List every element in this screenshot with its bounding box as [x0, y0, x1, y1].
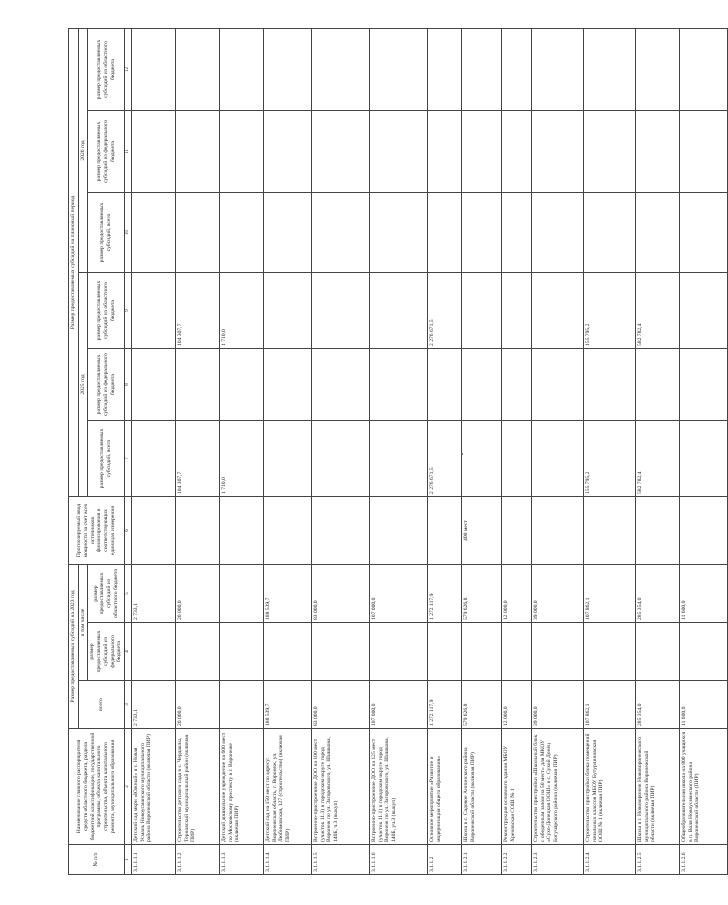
- cell-empty: [679, 349, 727, 421]
- cell-num: 3.1.1.2.6: [679, 845, 727, 875]
- cell-t25: [311, 421, 369, 497]
- cell-empty: [583, 29, 635, 111]
- cell-num: 3.1.1.2.5: [635, 845, 679, 875]
- cell-cap: [531, 497, 583, 565]
- table-row: [219, 29, 263, 875]
- cell-empty: [635, 349, 679, 421]
- cell-empty: [427, 29, 461, 111]
- cell-cap: [263, 497, 311, 565]
- cell-empty: [461, 623, 501, 681]
- cell-empty: [219, 193, 263, 273]
- cell-num: 3.1.1.1.6: [369, 845, 427, 875]
- header-fed-2025: размер предоставляемых субсидий из федерального бюджета: [88, 349, 125, 421]
- cell-cap: [369, 497, 427, 565]
- table-row: [263, 29, 311, 875]
- cell-num: 3.1.1.1.3: [219, 845, 263, 875]
- header-total-2026: размер предоставляемых субсидий, всего: [88, 193, 125, 273]
- cell-num: 3.1.1.2.4: [583, 845, 635, 875]
- col-num: 4: [124, 623, 131, 681]
- cell-empty: [531, 349, 583, 421]
- cell-empty: [263, 349, 311, 421]
- cell-total: 285 354,0: [635, 681, 679, 729]
- cell-empty: [679, 623, 727, 681]
- cell-empty: [531, 623, 583, 681]
- cell-t25: [263, 421, 311, 497]
- cell-name: Детский сад на 150 мест по адресу: Воронежская область, г. Воронеж, ул. Любимовская, 127 (строительство) (включая ПИР): [263, 729, 311, 845]
- cell-empty: [263, 29, 311, 111]
- cell-empty: [219, 29, 263, 111]
- cell-empty: [369, 193, 427, 273]
- header-reg-2026: размер предоставляемых субсидий из областного бюджета: [88, 29, 125, 111]
- header-planned: Размер предоставляемых субсидий на плановый период: [69, 29, 79, 497]
- cell-total: 1 272 117,9: [427, 681, 461, 729]
- table-row: [311, 29, 369, 875]
- cell-empty: [311, 349, 369, 421]
- cell-total: 579 626,8: [461, 681, 501, 729]
- cell-empty: [219, 111, 263, 193]
- table-row: [131, 29, 175, 875]
- cell-empty: [369, 111, 427, 193]
- cell-t25: 1 710,0: [219, 421, 263, 497]
- cell-empty: [311, 29, 369, 111]
- cell-r25: 2 276 671,5: [427, 273, 461, 349]
- cell-empty: [131, 29, 175, 111]
- header-2025: 2025 год: [78, 273, 88, 497]
- cell-empty: [427, 349, 461, 421]
- cell-num: 3.1.1.2.3: [531, 845, 583, 875]
- cell-empty: [175, 111, 219, 193]
- cell-total: 107 862,1: [583, 681, 635, 729]
- cell-empty: [583, 349, 635, 421]
- cell-empty: [369, 349, 427, 421]
- cell-empty: [501, 623, 531, 681]
- cell-empty: [635, 111, 679, 193]
- cell-empty: [311, 623, 369, 681]
- cell-empty: [263, 193, 311, 273]
- cell-empty: [635, 29, 679, 111]
- cell-empty: [583, 193, 635, 273]
- cell-empty: [583, 623, 635, 681]
- cell-t25: [501, 421, 531, 497]
- cell-empty: [311, 111, 369, 193]
- header-total-2025: размер предоставляемых субсидий, всего: [88, 421, 125, 497]
- col-num: 2: [124, 729, 131, 845]
- cell-t25: 104 307,7: [175, 421, 219, 497]
- cell-t25: 2 276 671,5: [427, 421, 461, 497]
- cell-t25: [131, 421, 175, 497]
- cell-empty: [219, 349, 263, 421]
- cell-total: [219, 681, 263, 729]
- cell-r25: 1 710,0: [219, 273, 263, 349]
- col-num: 7: [124, 421, 131, 497]
- table-row: [461, 29, 501, 875]
- cell-r25: [263, 273, 311, 349]
- cell-r25: [531, 273, 583, 349]
- cell-reg: [219, 565, 263, 623]
- col-num: 5: [124, 565, 131, 623]
- cell-name: Встроенно-пристроенное ДОО на 100 мест (участок 11.3) в городском округе город Воронеж по ул. Загоровского, ул. Шишкова, 140Б, ч.3 (выкуп): [311, 729, 369, 845]
- cell-total: 2 733,1: [131, 681, 175, 729]
- cell-r25: [369, 273, 427, 349]
- cell-cap: [501, 497, 531, 565]
- cell-empty: [461, 193, 501, 273]
- cell-empty: [427, 623, 461, 681]
- cell-empty: [175, 623, 219, 681]
- table-body: [131, 29, 727, 875]
- cell-empty: [461, 111, 501, 193]
- cell-num: 3.1.1.1.5: [311, 845, 369, 875]
- cell-cap: [131, 497, 175, 565]
- header-fed-2023: размер предоставляемых субсидий из федерального бюджета: [88, 623, 125, 681]
- cell-empty: [427, 111, 461, 193]
- cell-r25: [501, 273, 531, 349]
- cell-num: 3.1.1.2.1: [461, 845, 501, 875]
- col-num: 12: [124, 29, 131, 111]
- scan-speck: [461, 453, 463, 455]
- cell-empty: [583, 111, 635, 193]
- table-row: [635, 29, 679, 875]
- cell-empty: [369, 29, 427, 111]
- cell-empty: [461, 29, 501, 111]
- subsidies-table: [68, 28, 728, 875]
- cell-empty: [501, 193, 531, 273]
- col-num: 6: [124, 497, 131, 565]
- cell-name: Детский дошкольное учреждение на 600 мест по Московскому проспекту в г. Воронеже (включая ПИР): [219, 729, 263, 845]
- header-sub2023: Размер предоставляемых субсидий на 2023 год: [69, 565, 79, 729]
- cell-empty: [679, 111, 727, 193]
- cell-reg: 285 354,0: [635, 565, 679, 623]
- cell-name: Основное мероприятие «Развитие и модернизация общего образования»: [427, 729, 461, 845]
- cell-empty: [679, 29, 727, 111]
- cell-cap: 400 мест: [461, 497, 501, 565]
- cell-cap: [427, 497, 461, 565]
- header-fed-2026: размер предоставляемых субсидий из федерального бюджета: [88, 111, 125, 193]
- cell-name: Детский сад мкрн «Южный» в с. Новая Усмань Новоусманского муниципального района Воронежской области (включая ПИР): [131, 729, 175, 845]
- cell-reg: 11 600,0: [679, 565, 727, 623]
- cell-reg: 12 000,0: [501, 565, 531, 623]
- cell-empty: [263, 111, 311, 193]
- cell-empty: [369, 623, 427, 681]
- table-row: [175, 29, 219, 875]
- cell-name: Строительство пристройки блока помещений начальных классов МБОУ Бутурлиновская ООШ № 1 (включая ПИР): [583, 729, 635, 845]
- cell-empty: [263, 623, 311, 681]
- cell-total: 20 000,0: [175, 681, 219, 729]
- cell-total: 107 000,0: [369, 681, 427, 729]
- cell-reg: 39 000,0: [531, 565, 583, 623]
- cell-empty: [219, 623, 263, 681]
- cell-name: Строительство детского сада в с. Чердаклы, Терновский муниципальный район (включая ПИР): [175, 729, 219, 845]
- cell-reg: 1 272 117,9: [427, 565, 461, 623]
- cell-empty: [131, 111, 175, 193]
- cell-cap: [635, 497, 679, 565]
- col-num: 9: [124, 273, 131, 349]
- cell-empty: [427, 193, 461, 273]
- cell-total: 188 539,7: [263, 681, 311, 729]
- cell-r25: 104 307,7: [175, 273, 219, 349]
- cell-reg: 20 000,0: [175, 565, 219, 623]
- cell-r25: [311, 273, 369, 349]
- cell-t25: [369, 421, 427, 497]
- cell-empty: [131, 349, 175, 421]
- cell-total: 83 000,0: [311, 681, 369, 729]
- cell-name: Встроенно-пристроенное ДОО на 125 мест (участок 11.1) в городском округе город Воронеж по ул. Загоровского, ул. Шишкова, 140Б, уч.3 (выкуп): [369, 729, 427, 845]
- col-num: 3: [124, 681, 131, 729]
- cell-empty: [679, 193, 727, 273]
- header-2026: 2026 год: [78, 29, 88, 273]
- table-row: [501, 29, 531, 875]
- col-num: 10: [124, 193, 131, 273]
- table-header: [69, 29, 132, 875]
- header-reg-2025: размер предоставляемых субсидий из областного бюджета: [88, 273, 125, 349]
- cell-cap: [219, 497, 263, 565]
- cell-empty: [531, 193, 583, 273]
- cell-empty: [131, 623, 175, 681]
- cell-name: Общеобразовательная школа на 800 учащихся в п. Воля Новоусманского района Воронежской области (ПИР): [679, 729, 727, 845]
- cell-empty: [635, 193, 679, 273]
- column-numbers-row: [124, 29, 131, 875]
- cell-num: 3.1.1.2: [427, 845, 461, 875]
- cell-t25: 155 795,2: [583, 421, 635, 497]
- cell-cap: [583, 497, 635, 565]
- cell-name: Строительство пристройки «Школьный блок с обеденным залом на 50 мест» для МКОУ «Сухо-Донецкая ООШ» в с. Сухой Донец Богучарского района (включая ПИР): [531, 729, 583, 845]
- header-reg-2023: размер предоставляемых субсидий из областного бюджета: [88, 565, 125, 623]
- cell-name: Реконструкция основного здания МБОУ Хреновская СОШ № 1: [501, 729, 531, 845]
- table-row: [531, 29, 583, 875]
- col-num: 11: [124, 111, 131, 193]
- cell-empty: [175, 349, 219, 421]
- cell-name: Школа в г. Нововоронеж Нововоронежского муниципального района Воронежской области (включая ПИР): [635, 729, 679, 845]
- cell-total: 39 000,0: [531, 681, 583, 729]
- cell-num: 3.1.1.1.4: [263, 845, 311, 875]
- cell-r25: [679, 273, 727, 349]
- col-num: 1: [124, 845, 131, 875]
- cell-empty: [501, 29, 531, 111]
- header-num: № п/п: [69, 845, 125, 875]
- cell-reg: 2 733,1: [131, 565, 175, 623]
- cell-total: 11 600,0: [679, 681, 727, 729]
- cell-empty: [635, 623, 679, 681]
- cell-cap: [175, 497, 219, 565]
- cell-empty: [175, 29, 219, 111]
- cell-total: 12 000,0: [501, 681, 531, 729]
- cell-cap: [679, 497, 727, 565]
- cell-t25: [679, 421, 727, 497]
- cell-num: 3.1.1.1.2: [175, 845, 219, 875]
- cell-r25: 582 782,4: [635, 273, 679, 349]
- col-num: 8: [124, 349, 131, 421]
- cell-empty: [311, 193, 369, 273]
- cell-name: Школа в с. Садовое Аннинского района Воронежской области (включая ПИР): [461, 729, 501, 845]
- cell-empty: [531, 111, 583, 193]
- cell-num: 3.1.1.2.2: [501, 845, 531, 875]
- cell-reg: 107 862,1: [583, 565, 635, 623]
- cell-empty: [501, 349, 531, 421]
- cell-empty: [131, 193, 175, 273]
- header-total: всего: [78, 681, 124, 729]
- cell-empty: [175, 193, 219, 273]
- header-incl: в том числе: [78, 565, 88, 681]
- cell-empty: [501, 111, 531, 193]
- cell-reg: 579 626,8: [461, 565, 501, 623]
- cell-r25: [131, 273, 175, 349]
- table-row: [679, 29, 727, 875]
- cell-reg: 107 000,0: [369, 565, 427, 623]
- table-row: [369, 29, 427, 875]
- cell-t25: [531, 421, 583, 497]
- cell-t25: 582 782,4: [635, 421, 679, 497]
- table-row: [427, 29, 461, 875]
- cell-empty: [531, 29, 583, 111]
- cell-reg: 83 000,0: [311, 565, 369, 623]
- cell-r25: 155 795,2: [583, 273, 635, 349]
- cell-reg: 188 539,7: [263, 565, 311, 623]
- table-row: [583, 29, 635, 875]
- cell-num: 3.1.1.1.1: [131, 845, 175, 875]
- cell-cap: [311, 497, 369, 565]
- cell-empty: [461, 349, 501, 421]
- header-name: Наименование главного распорядителя средств областного бюджета, раздела бюджетной классификации, государственной программы, объекта капитального строительства, объекта капитального ремонта, муниципального образования: [69, 729, 125, 845]
- cell-t25: [461, 421, 501, 497]
- cell-r25: [461, 273, 501, 349]
- header-capacity: Прогнозируемый ввод мощности за счет всех источников финансирования в соответствующих единицах измерения: [69, 497, 125, 565]
